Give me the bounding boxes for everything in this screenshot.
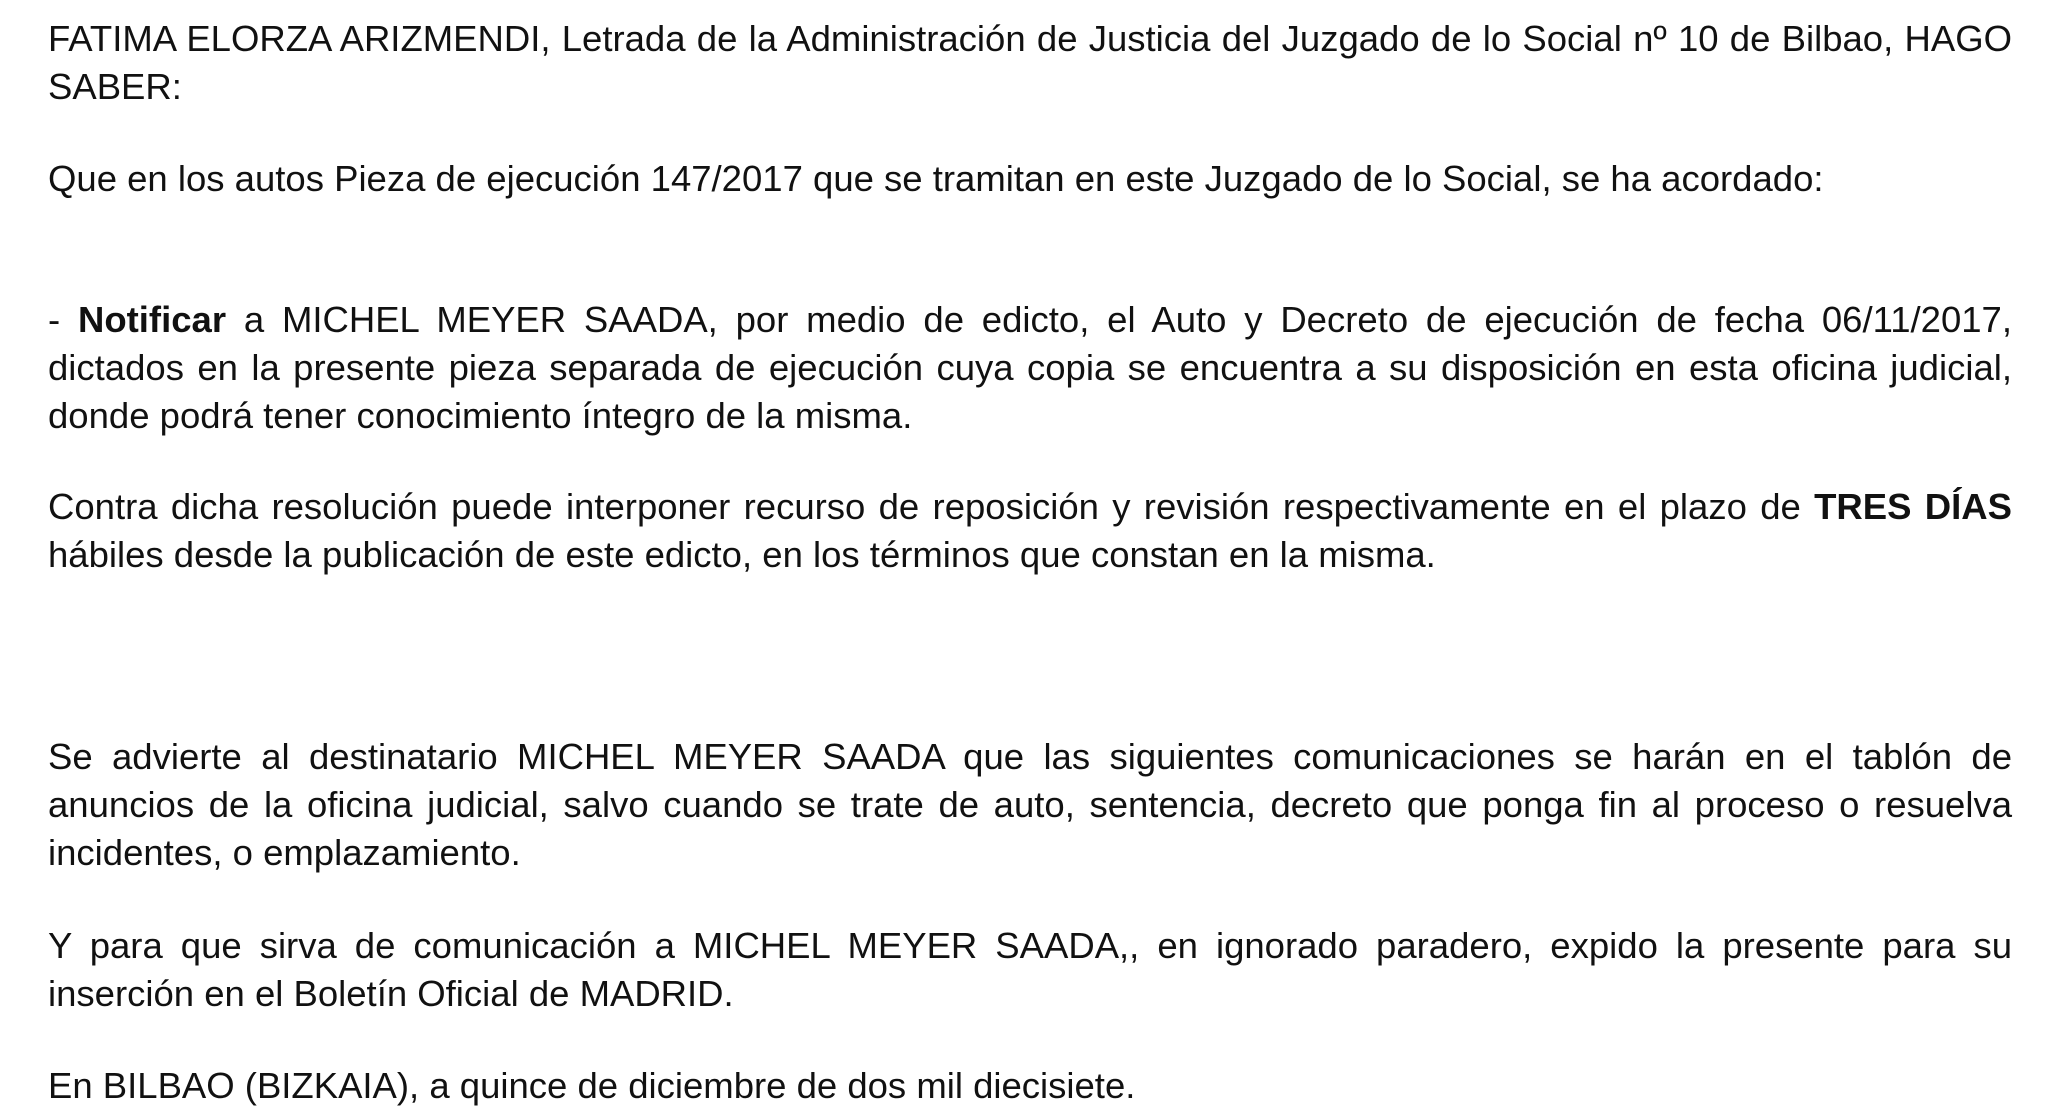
notification-keyword: Notificar xyxy=(77,299,227,340)
intro-paragraph: FATIMA ELORZA ARIZMENDI, Letrada de la Administración de Justicia del Juzgado de lo Social nº 10 de Bilbao, HAGO SABER: xyxy=(48,18,2012,107)
appeal-lead-text: Contra dicha resolución puede interponer recurso de reposición y revisión respectivamente en el plazo de xyxy=(48,486,1815,527)
communication-paragraph: Y para que sirva de comunicación a MICHEL MEYER SAADA,, en ignorado paradero, expido la presente para su inserción en el Boletín Oficial de MADRID. xyxy=(48,925,2012,1014)
case-paragraph: Que en los autos Pieza de ejecución 147/2017 que se tramitan en este Juzgado de lo Social, se ha acordado: xyxy=(48,158,1824,199)
appeal-paragraph xyxy=(48,483,2012,579)
appeal-rest-text: hábiles desde la publicación de este edicto, en los términos que constan en la misma. xyxy=(48,534,1436,575)
notification-prefix: - xyxy=(48,299,78,340)
warning-paragraph: Se advierte al destinatario MICHEL MEYER SAADA que las siguientes comunicaciones se harán en el tablón de anuncios de la oficina judicial, salvo cuando se trate de auto, sentencia, decreto que ponga fin al proceso o resuelva incidentes, o emplazamiento. xyxy=(48,736,2012,873)
notification-paragraph xyxy=(48,296,2012,440)
date-line: En BILBAO (BIZKAIA), a quince de diciembre de dos mil diecisiete. xyxy=(48,1065,1136,1106)
appeal-deadline: TRES DÍAS xyxy=(1814,486,2012,527)
notification-text: a MICHEL MEYER SAADA, por medio de edicto, el Auto y Decreto de ejecución de fecha 06/11/2017, dictados en la presente pieza separada de ejecución cuya copia se encuentra a su disposición en esta oficina judicial, donde podrá tener conocimiento íntegro de la misma. xyxy=(48,299,2012,436)
